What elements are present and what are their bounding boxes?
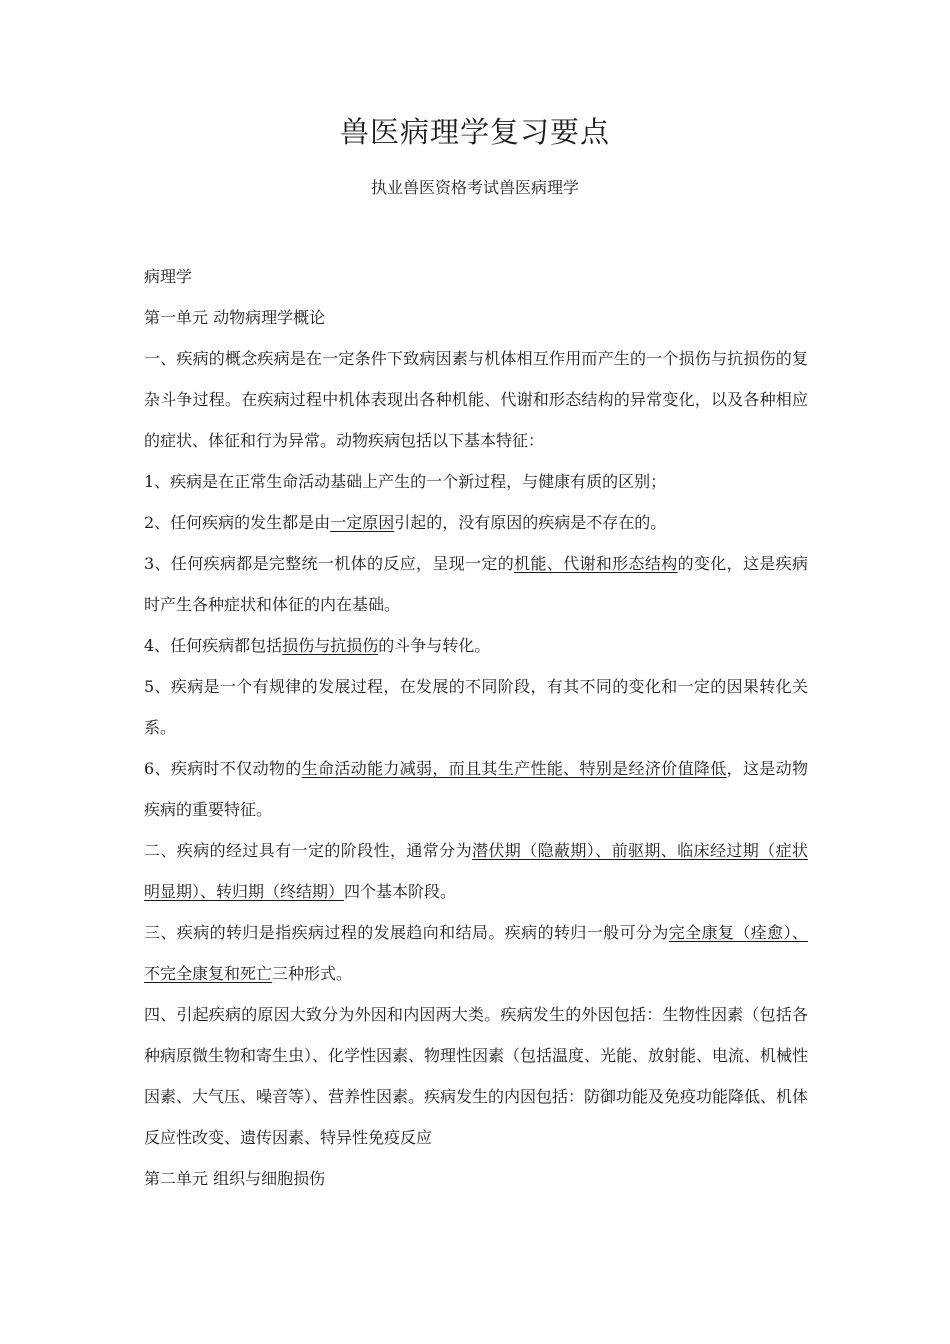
underlined-text: 潜伏期（隐蔽期）、前驱期、临床经过期（症状明显期）、转归期（终结期） xyxy=(144,841,808,901)
paragraph xyxy=(144,1158,808,1199)
paragraph-text: 第二单元 组织与细胞损伤 xyxy=(144,1169,326,1188)
paragraph-text: 四、引起疾病的原因大致分为外因和内因两大类。疾病发生的外因包括：生物性因素（包括各种病原微生物和寄生虫）、化学性因素、物理性因素（包括温度、光能、放射能、电流、机械性因素、大气压、噪音等）、营养性因素。疾病发生的内因包括：防御功能及免疫功能降低、机体反应性改变、遗传因素、特异性免疫反应 xyxy=(144,1005,809,1147)
paragraph-text: ，这是动物疾病的重要特征。 xyxy=(144,759,808,819)
paragraph xyxy=(144,338,808,461)
paragraph-text: 三、疾病的转归是指疾病过程的发展趋向和结局。疾病的转归一般可分为 xyxy=(144,923,669,942)
paragraph-text: 1、疾病是在正常生命活动基础上产生的一个新过程，与健康有质的区别； xyxy=(144,472,667,491)
paragraph-text: 三种形式。 xyxy=(272,964,353,983)
paragraph-text: 第一单元 动物病理学概论 xyxy=(144,308,326,327)
paragraph xyxy=(144,625,808,666)
paragraph xyxy=(144,666,808,748)
paragraph-text: 二、疾病的经过具有一定的阶段性，通常分为 xyxy=(144,841,472,860)
paragraph xyxy=(144,748,808,830)
underlined-text: 一定原因 xyxy=(330,513,395,532)
paragraph xyxy=(144,543,808,625)
paragraph-text: 四个基本阶段。 xyxy=(344,882,457,901)
paragraph xyxy=(144,830,808,912)
paragraph-text: 4、任何疾病都包括 xyxy=(144,636,283,655)
paragraph-text: 2、任何疾病的发生都是由 xyxy=(144,513,331,532)
underlined-text: 损伤与抗损伤 xyxy=(282,636,379,655)
paragraph-text: 5、疾病是一个有规律的发展过程，在发展的不同阶段，有其不同的变化和一定的因果转化关系。 xyxy=(144,677,808,737)
paragraph-text: 的变化，这是疾病时产生各种症状和体征的内在基础。 xyxy=(144,554,808,614)
paragraph-text: 引起的，没有原因的疾病是不存在的。 xyxy=(394,513,667,532)
underlined-text: 机能、代谢和形态结构 xyxy=(514,554,678,573)
paragraph xyxy=(144,912,808,994)
document-title: 兽医病理学复习要点 xyxy=(339,115,610,149)
paragraph-text: 的斗争与转化。 xyxy=(378,636,491,655)
paragraph-text: 病理学 xyxy=(144,267,193,286)
underlined-text: 生命活动能力减弱，而且其生产性能、特别是经济价值降低 xyxy=(301,759,727,778)
document-subtitle: 执业兽医资格考试兽医病理学 xyxy=(370,178,579,197)
paragraph-text: 3、任何疾病都是完整统一机体的反应，呈现一定的 xyxy=(144,554,515,573)
paragraph xyxy=(144,502,808,543)
paragraph-text: 一、疾病的概念疾病是在一定条件下致病因素与机体相互作用而产生的一个损伤与抗损伤的复杂斗争过程。在疾病过程中机体表现出各种机能、代谢和形态结构的异常变化，以及各种相应的症状、体征和行为异常。动物疾病包括以下基本特征： xyxy=(144,349,808,450)
paragraph-text: 6、疾病时不仅动物的 xyxy=(144,759,302,778)
paragraph xyxy=(144,461,808,502)
paragraph xyxy=(144,297,808,338)
underlined-text: 完全康复（痊愈）、不完全康复和死亡 xyxy=(144,923,808,983)
document-body xyxy=(144,256,808,1199)
paragraph xyxy=(144,994,808,1158)
paragraph xyxy=(144,256,808,297)
